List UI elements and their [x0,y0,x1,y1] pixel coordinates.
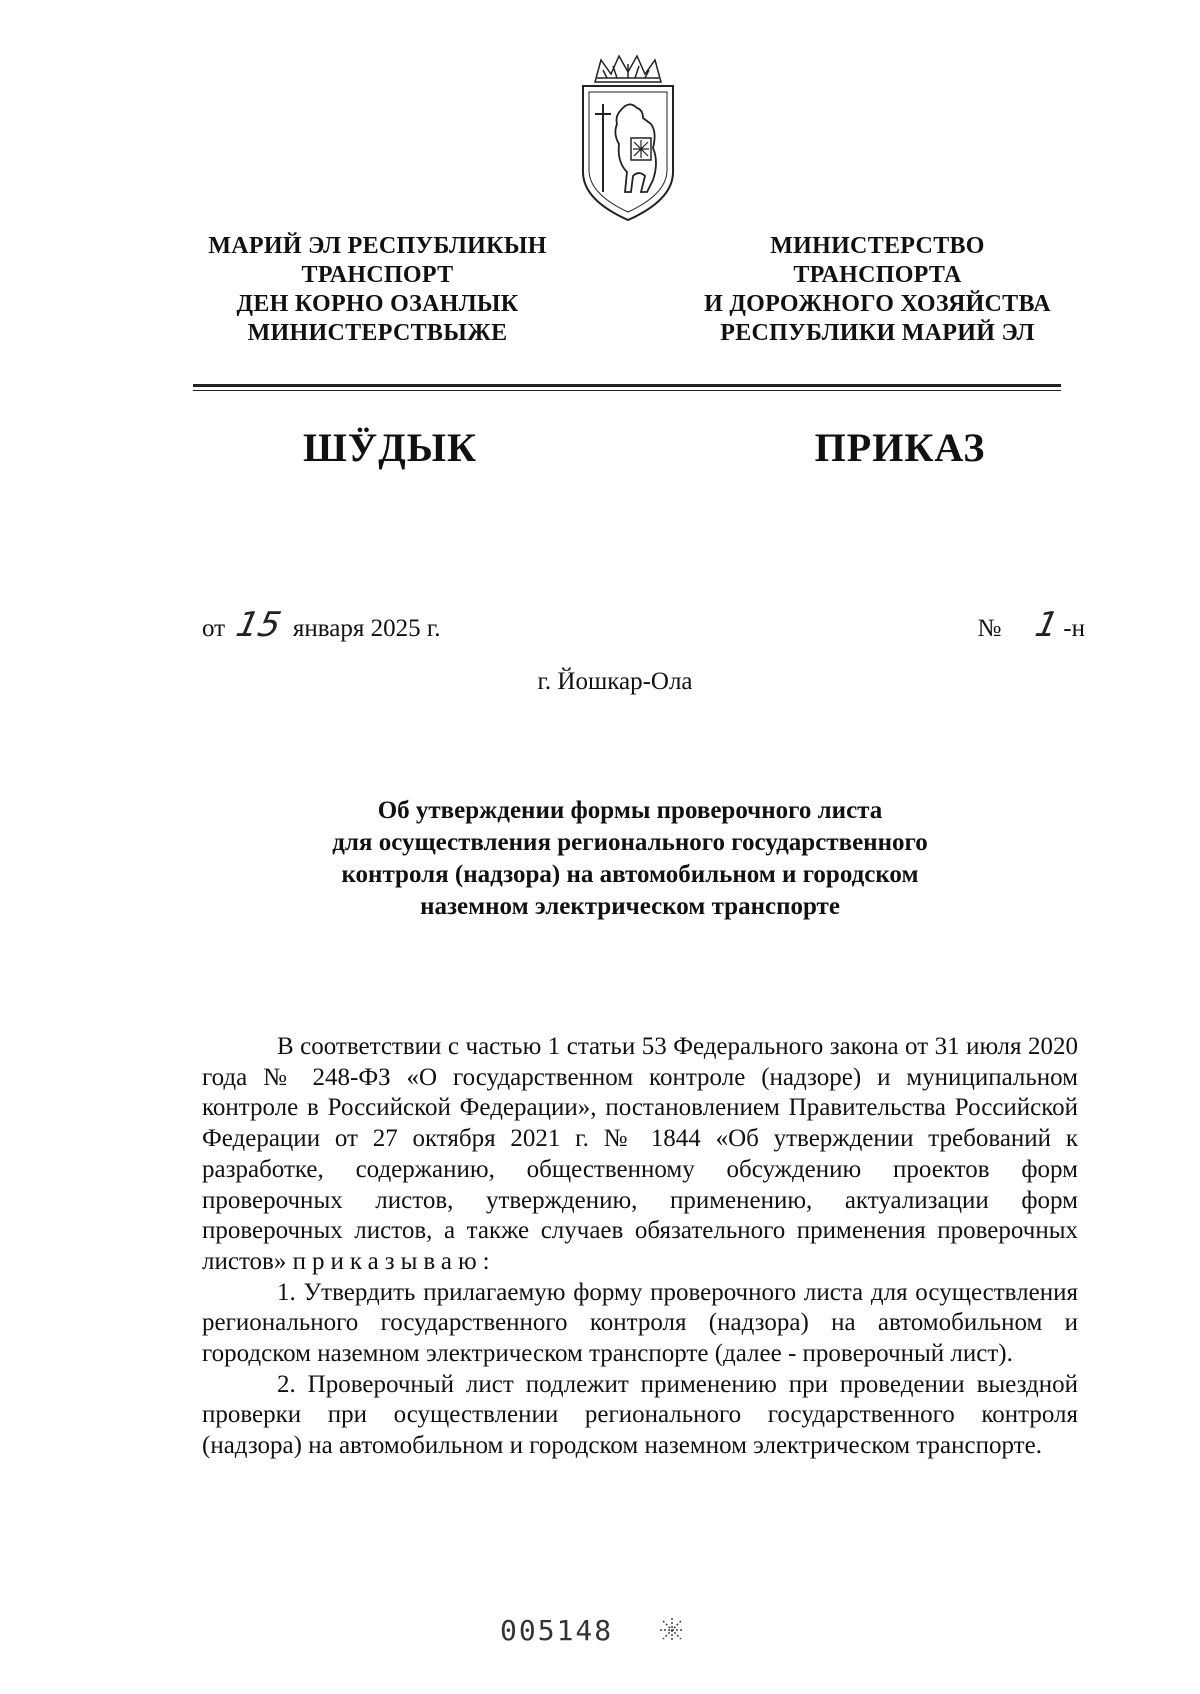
order-word: приказываю: [292,1247,496,1275]
order-date [202,605,441,645]
preamble-paragraph [202,1032,1078,1278]
header-divider-thin [193,390,1061,391]
order-number [978,605,1085,645]
number-suffix: -н [1063,615,1085,642]
order-title [250,795,1010,923]
header-right-line: И ДОРОЖНОГО ХОЗЯЙСТВА [704,291,1051,317]
header-right-line: РЕСПУБЛИКИ МАРИЙ ЭЛ [720,320,1035,346]
header-right-line: МИНИСТЕРСТВО [770,233,985,259]
doc-type-mari: ШӰДЫК [302,425,478,470]
order-body [202,1032,1078,1462]
header-left-line: МИНИСТЕРСТВЫЖЕ [247,320,508,346]
title-line: для осуществления регионального государственного [332,829,928,856]
header-divider [193,384,1061,387]
doc-type-russian: ПРИКАЗ [814,425,986,470]
header-right-line: ТРАНСПОРТА [793,262,962,288]
header-left-line: ТРАНСПОРТ [301,262,454,288]
header-russian [670,232,1085,348]
city: г. Йошкар-Ола [537,668,693,695]
item-2-paragraph: 2. Проверочный лист подлежит применению при проведении выездной проверки при осуществлении регионального государственного контроля (надзора) на автомобильном и городском наземном электрическом транспорте. [202,1370,1078,1460]
item-1-paragraph: 1. Утвердить прилагаемую форму проверочного листа для осуществления регионального государственного контроля (надзора) на автомобильном и городском наземном электрическом транспорте (далее - проверочный лист). [202,1278,1078,1368]
number-value-handwritten: 1 [1031,605,1062,645]
title-line: контроля (надзора) на автомобильном и городском [341,861,919,888]
preamble-text: В соответствии с частью 1 статьи 53 Федерального закона от 31 июля 2020 года № 248-ФЗ «О государственном контроле (надзоре) и муниципальном контроле в Российской Федерации», постановлением Правительства Российской Федерации от 27 октября 2021 г. № 1844 «Об утверждении требований к разработке, содержанию, общественному обсуждению проектов форм проверочных листов, утверждению, применению, актуализации форм проверочных листов, а также случаев обязательного применения проверочных листов» [202,1033,1078,1275]
serial-number: 005148 [500,1614,614,1647]
header-left-line: МАРИЙ ЭЛ РЕСПУБЛИКЫН [208,233,547,259]
date-prefix: от [202,615,226,642]
date-day-handwritten: 15 [233,605,285,645]
snowflake-mark-icon [658,1616,686,1644]
title-line: наземном электрическом транспорте [420,893,840,920]
date-rest: января 2025 г. [292,615,441,642]
header-left-line: ДЕН КОРНО ОЗАНЛЫК [236,291,519,317]
coat-of-arms-icon [573,52,683,222]
number-prefix: № [977,615,1002,642]
title-line: Об утверждении формы проверочного листа [377,797,883,824]
header-mari [180,232,575,348]
